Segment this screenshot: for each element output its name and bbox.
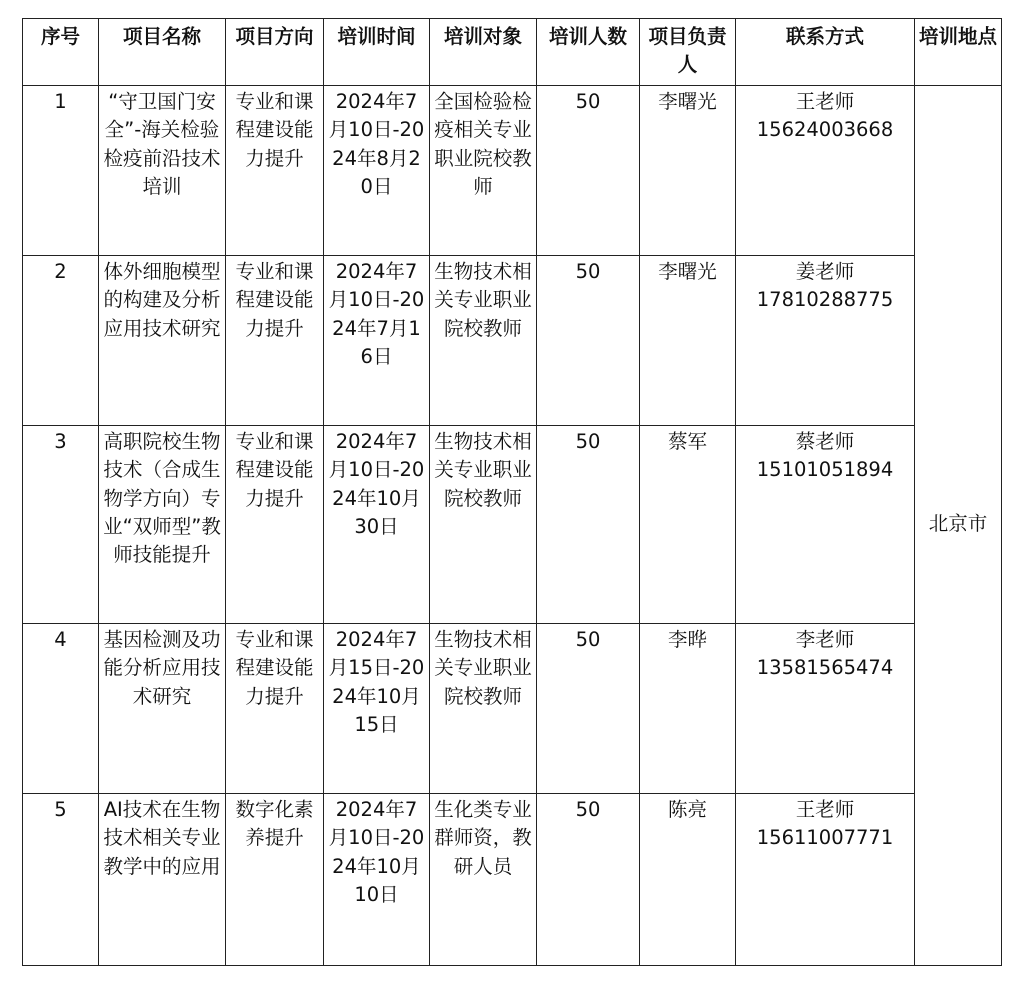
cell-no: 5: [23, 794, 99, 966]
cell-target: 生化类专业群师资，教研人员: [430, 794, 537, 966]
header-name: 项目名称: [99, 19, 226, 86]
cell-count: 50: [537, 256, 640, 426]
cell-time: 2024年7月10日-2024年10月10日: [324, 794, 430, 966]
header-location: 培训地点: [915, 19, 1002, 86]
table-header-row: [23, 19, 1002, 86]
cell-leader: 李曙光: [640, 256, 736, 426]
contact-name: 姜老师: [795, 260, 855, 283]
cell-name: AI技术在生物技术相关专业教学中的应用: [99, 794, 226, 966]
cell-count: 50: [537, 86, 640, 256]
cell-direction: 数字化素养提升: [226, 794, 324, 966]
cell-no: 2: [23, 256, 99, 426]
cell-count: 50: [537, 624, 640, 794]
header-time: 培训时间: [324, 19, 430, 86]
header-target: 培训对象: [430, 19, 537, 86]
header-no: 序号: [23, 19, 99, 86]
cell-target: 生物技术相关专业职业院校教师: [430, 256, 537, 426]
cell-time: 2024年7月10日-2024年10月30日: [324, 426, 430, 624]
table-row: [23, 624, 1002, 794]
cell-contact: [736, 86, 915, 256]
contact-phone: 13581565474: [756, 656, 894, 680]
cell-name: “守卫国门安全”-海关检验检疫前沿技术培训: [99, 86, 226, 256]
cell-direction: 专业和课程建设能力提升: [226, 256, 324, 426]
cell-leader: 李晔: [640, 624, 736, 794]
contact-name: 李老师: [795, 628, 855, 651]
cell-time: 2024年7月10日-2024年7月16日: [324, 256, 430, 426]
cell-contact: [736, 794, 915, 966]
contact-name: 王老师: [795, 798, 855, 821]
cell-name: 基因检测及功能分析应用技术研究: [99, 624, 226, 794]
cell-count: 50: [537, 426, 640, 624]
cell-no: 3: [23, 426, 99, 624]
header-contact: 联系方式: [736, 19, 915, 86]
header-count: 培训人数: [537, 19, 640, 86]
cell-target: 生物技术相关专业职业院校教师: [430, 426, 537, 624]
cell-count: 50: [537, 794, 640, 966]
cell-direction: 专业和课程建设能力提升: [226, 624, 324, 794]
header-direction: 项目方向: [226, 19, 324, 86]
cell-name: 体外细胞模型的构建及分析应用技术研究: [99, 256, 226, 426]
cell-direction: 专业和课程建设能力提升: [226, 86, 324, 256]
cell-target: 生物技术相关专业职业院校教师: [430, 624, 537, 794]
cell-direction: 专业和课程建设能力提升: [226, 426, 324, 624]
contact-phone: 15624003668: [756, 118, 894, 142]
contact-phone: 15611007771: [756, 826, 894, 850]
cell-no: 4: [23, 624, 99, 794]
table-row: [23, 86, 1002, 256]
table-row: [23, 256, 1002, 426]
cell-time: 2024年7月15日-2024年10月15日: [324, 624, 430, 794]
cell-contact: [736, 256, 915, 426]
contact-phone: 15101051894: [756, 458, 894, 482]
cell-location: 北京市: [915, 86, 1002, 966]
cell-contact: [736, 426, 915, 624]
cell-time: 2024年7月10日-2024年8月20日: [324, 86, 430, 256]
cell-name: 高职院校生物技术（合成生物学方向）专业“双师型”教师技能提升: [99, 426, 226, 624]
table-row: [23, 426, 1002, 624]
table-row: [23, 794, 1002, 966]
cell-leader: 李曙光: [640, 86, 736, 256]
header-leader: 项目负责人: [640, 19, 736, 86]
cell-target: 全国检验检疫相关专业职业院校教师: [430, 86, 537, 256]
contact-name: 蔡老师: [795, 430, 855, 453]
training-projects-table: [22, 18, 1002, 966]
cell-leader: 蔡军: [640, 426, 736, 624]
cell-contact: [736, 624, 915, 794]
contact-name: 王老师: [795, 90, 855, 113]
cell-leader: 陈亮: [640, 794, 736, 966]
cell-no: 1: [23, 86, 99, 256]
contact-phone: 17810288775: [756, 288, 894, 312]
